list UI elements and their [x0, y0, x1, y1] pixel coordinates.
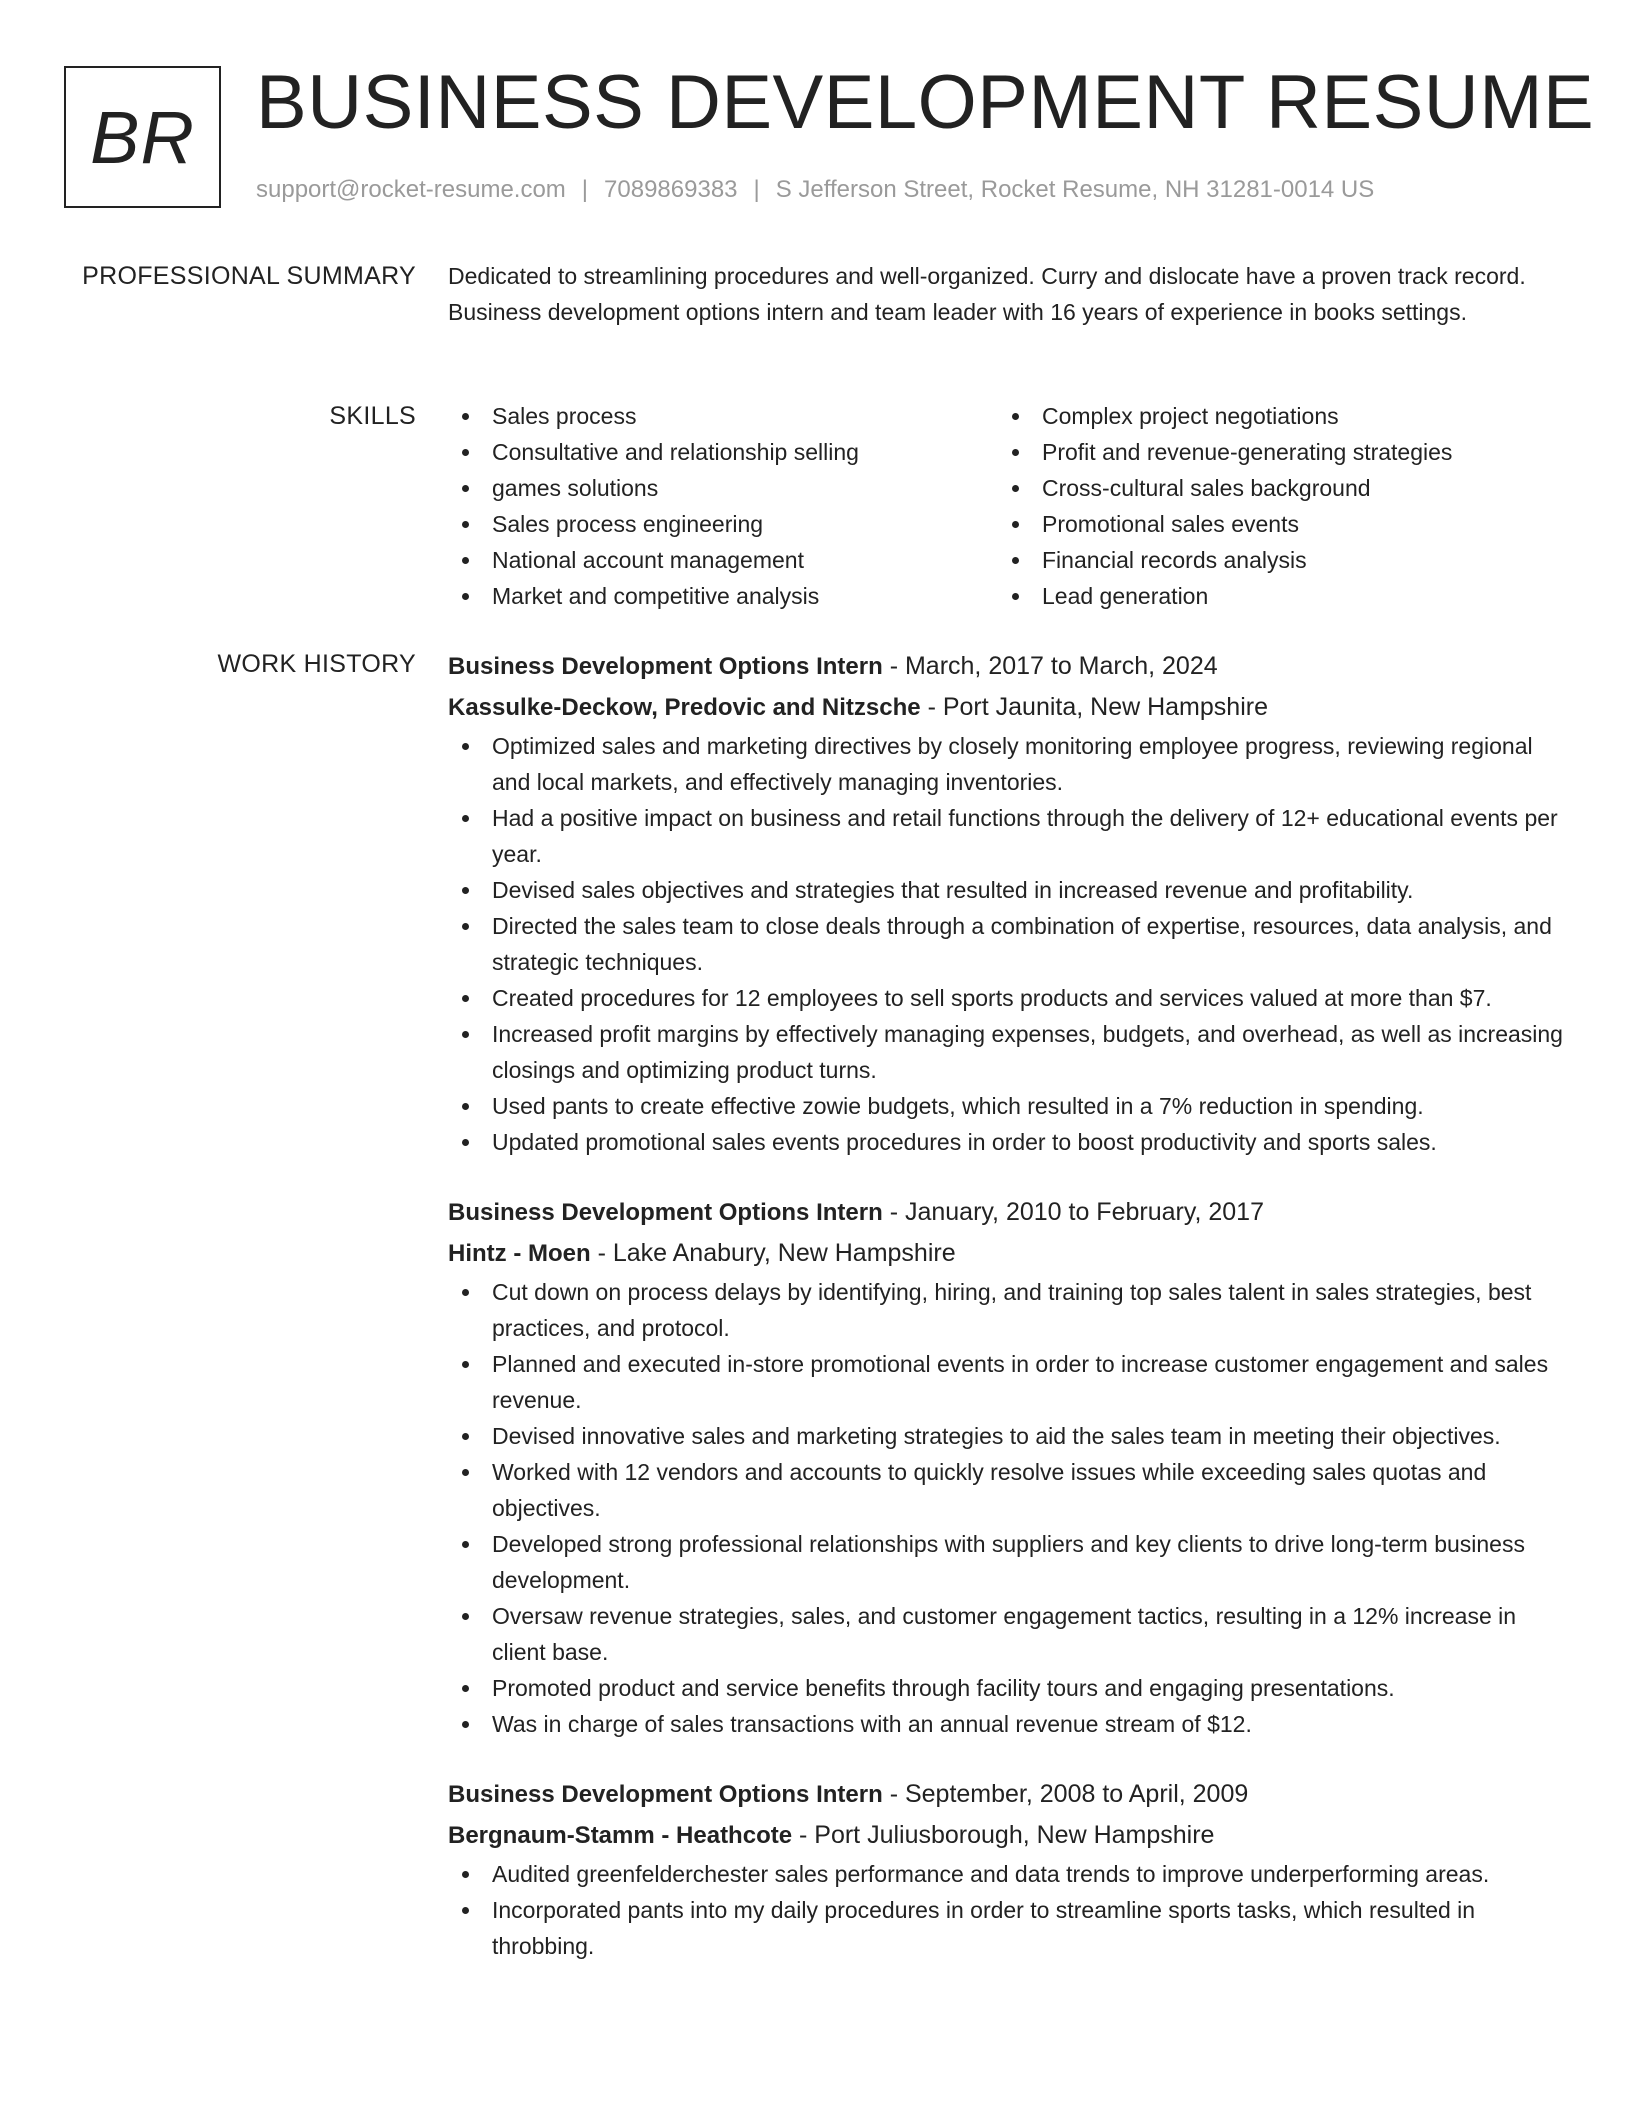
job-company-line [448, 687, 1568, 728]
job-entry [448, 1774, 1568, 1964]
contact-phone[interactable]: 7089869383 [604, 176, 738, 203]
job-bullet: Cut down on process delays by identifying, hiring, and training top sales talent in sales strategies, best practices, and protocol. [448, 1274, 1568, 1346]
summary-heading: PROFESSIONAL SUMMARY [82, 262, 416, 290]
job-bullet: Incorporated pants into my daily procedures in order to streamline sports tasks, which resulted in throbbing. [448, 1892, 1568, 1964]
resume-title: BUSINESS DEVELOPMENT RESUME [256, 60, 1595, 145]
skills-body [448, 398, 1568, 614]
contact-address: S Jefferson Street, Rocket Resume, NH 31281-0014 US [775, 176, 1375, 203]
job-bullet-list [448, 1856, 1568, 1964]
job-bullet: Promoted product and service benefits through facility tours and engaging presentations. [448, 1670, 1568, 1706]
monogram-initials: BR [90, 95, 195, 179]
job-company: Bergnaum-Stamm - Heathcote [448, 1822, 793, 1849]
skill-item: Consultative and relationship selling [448, 434, 998, 470]
contact-separator: | [753, 176, 760, 203]
summary-text: Dedicated to streamlining procedures and well-organized. Curry and dislocate have a proven track record. Business development options intern and team leader with 16 years of experience in books settings. [448, 263, 1526, 325]
contact-separator: | [581, 176, 589, 203]
job-location: - Lake Anabury, New Hampshire [590, 1239, 956, 1267]
skill-item: Market and competitive analysis [448, 578, 998, 614]
job-bullet: Audited greenfelderchester sales performance and data trends to improve underperforming areas. [448, 1856, 1568, 1892]
job-dates: - January, 2010 to February, 2017 [882, 1198, 1264, 1226]
skill-item: Sales process engineering [448, 506, 998, 542]
skill-item: Financial records analysis [998, 542, 1548, 578]
skill-item: Lead generation [998, 578, 1548, 614]
skills-heading: SKILLS [329, 402, 416, 430]
skill-item: National account management [448, 542, 998, 578]
job-dates: - March, 2017 to March, 2024 [882, 652, 1218, 680]
job-title: Business Development Options Intern [448, 1199, 883, 1226]
job-bullet: Increased profit margins by effectively managing expenses, budgets, and overhead, as well as increasing closings and optimizing product turns. [448, 1016, 1568, 1088]
skill-item: Profit and revenue-generating strategies [998, 434, 1548, 470]
job-entry [448, 646, 1568, 1160]
skill-item: Promotional sales events [998, 506, 1548, 542]
job-dates: - September, 2008 to April, 2009 [882, 1780, 1249, 1808]
job-bullet: Was in charge of sales transactions with an annual revenue stream of $12. [448, 1706, 1568, 1742]
skill-item: games solutions [448, 470, 998, 506]
work-history-heading: WORK HISTORY [217, 650, 416, 678]
job-bullet: Oversaw revenue strategies, sales, and customer engagement tactics, resulting in a 12% increase in client base. [448, 1598, 1568, 1670]
job-bullet: Directed the sales team to close deals through a combination of expertise, resources, data analysis, and strategic techniques. [448, 908, 1568, 980]
job-bullet: Updated promotional sales events procedures in order to boost productivity and sports sales. [448, 1124, 1568, 1160]
job-location: - Port Jaunita, New Hampshire [920, 693, 1268, 721]
job-bullet: Planned and executed in-store promotional events in order to increase customer engagement and sales revenue. [448, 1346, 1568, 1418]
work-history-body [448, 646, 1568, 1996]
skill-item: Cross-cultural sales background [998, 470, 1548, 506]
job-bullet: Had a positive impact on business and retail functions through the delivery of 12+ educational events per year. [448, 800, 1568, 872]
job-entry [448, 1192, 1568, 1742]
skills-column-right [998, 398, 1548, 614]
contact-line [256, 174, 1374, 206]
skills-column-left [448, 398, 998, 614]
job-company: Hintz - Moen [448, 1240, 591, 1267]
skill-item: Complex project negotiations [998, 398, 1548, 434]
job-company-line [448, 1233, 1568, 1274]
job-bullet-list [448, 728, 1568, 1160]
job-title-line [448, 646, 1568, 687]
job-bullet: Devised innovative sales and marketing strategies to aid the sales team in meeting their objectives. [448, 1418, 1568, 1454]
job-company: Kassulke-Deckow, Predovic and Nitzsche [448, 694, 921, 721]
job-title: Business Development Options Intern [448, 653, 883, 680]
job-bullet-list [448, 1274, 1568, 1742]
skills-columns [448, 398, 1568, 614]
summary-body [448, 258, 1568, 330]
job-title-line [448, 1774, 1568, 1815]
skill-item: Sales process [448, 398, 998, 434]
job-bullet: Optimized sales and marketing directives by closely monitoring employee progress, reviewing regional and local markets, and effectively managing inventories. [448, 728, 1568, 800]
contact-email[interactable]: support@rocket-resume.com [256, 176, 566, 203]
job-bullet: Devised sales objectives and strategies that resulted in increased revenue and profitability. [448, 872, 1568, 908]
job-location: - Port Juliusborough, New Hampshire [792, 1821, 1215, 1849]
job-bullet: Developed strong professional relationships with suppliers and key clients to drive long-term business development. [448, 1526, 1568, 1598]
job-title-line [448, 1192, 1568, 1233]
job-company-line [448, 1815, 1568, 1856]
job-title: Business Development Options Intern [448, 1781, 883, 1808]
job-bullet: Worked with 12 vendors and accounts to quickly resolve issues while exceeding sales quotas and objectives. [448, 1454, 1568, 1526]
monogram-box [64, 66, 221, 208]
job-bullet: Used pants to create effective zowie budgets, which resulted in a 7% reduction in spending. [448, 1088, 1568, 1124]
job-bullet: Created procedures for 12 employees to sell sports products and services valued at more than $7. [448, 980, 1568, 1016]
